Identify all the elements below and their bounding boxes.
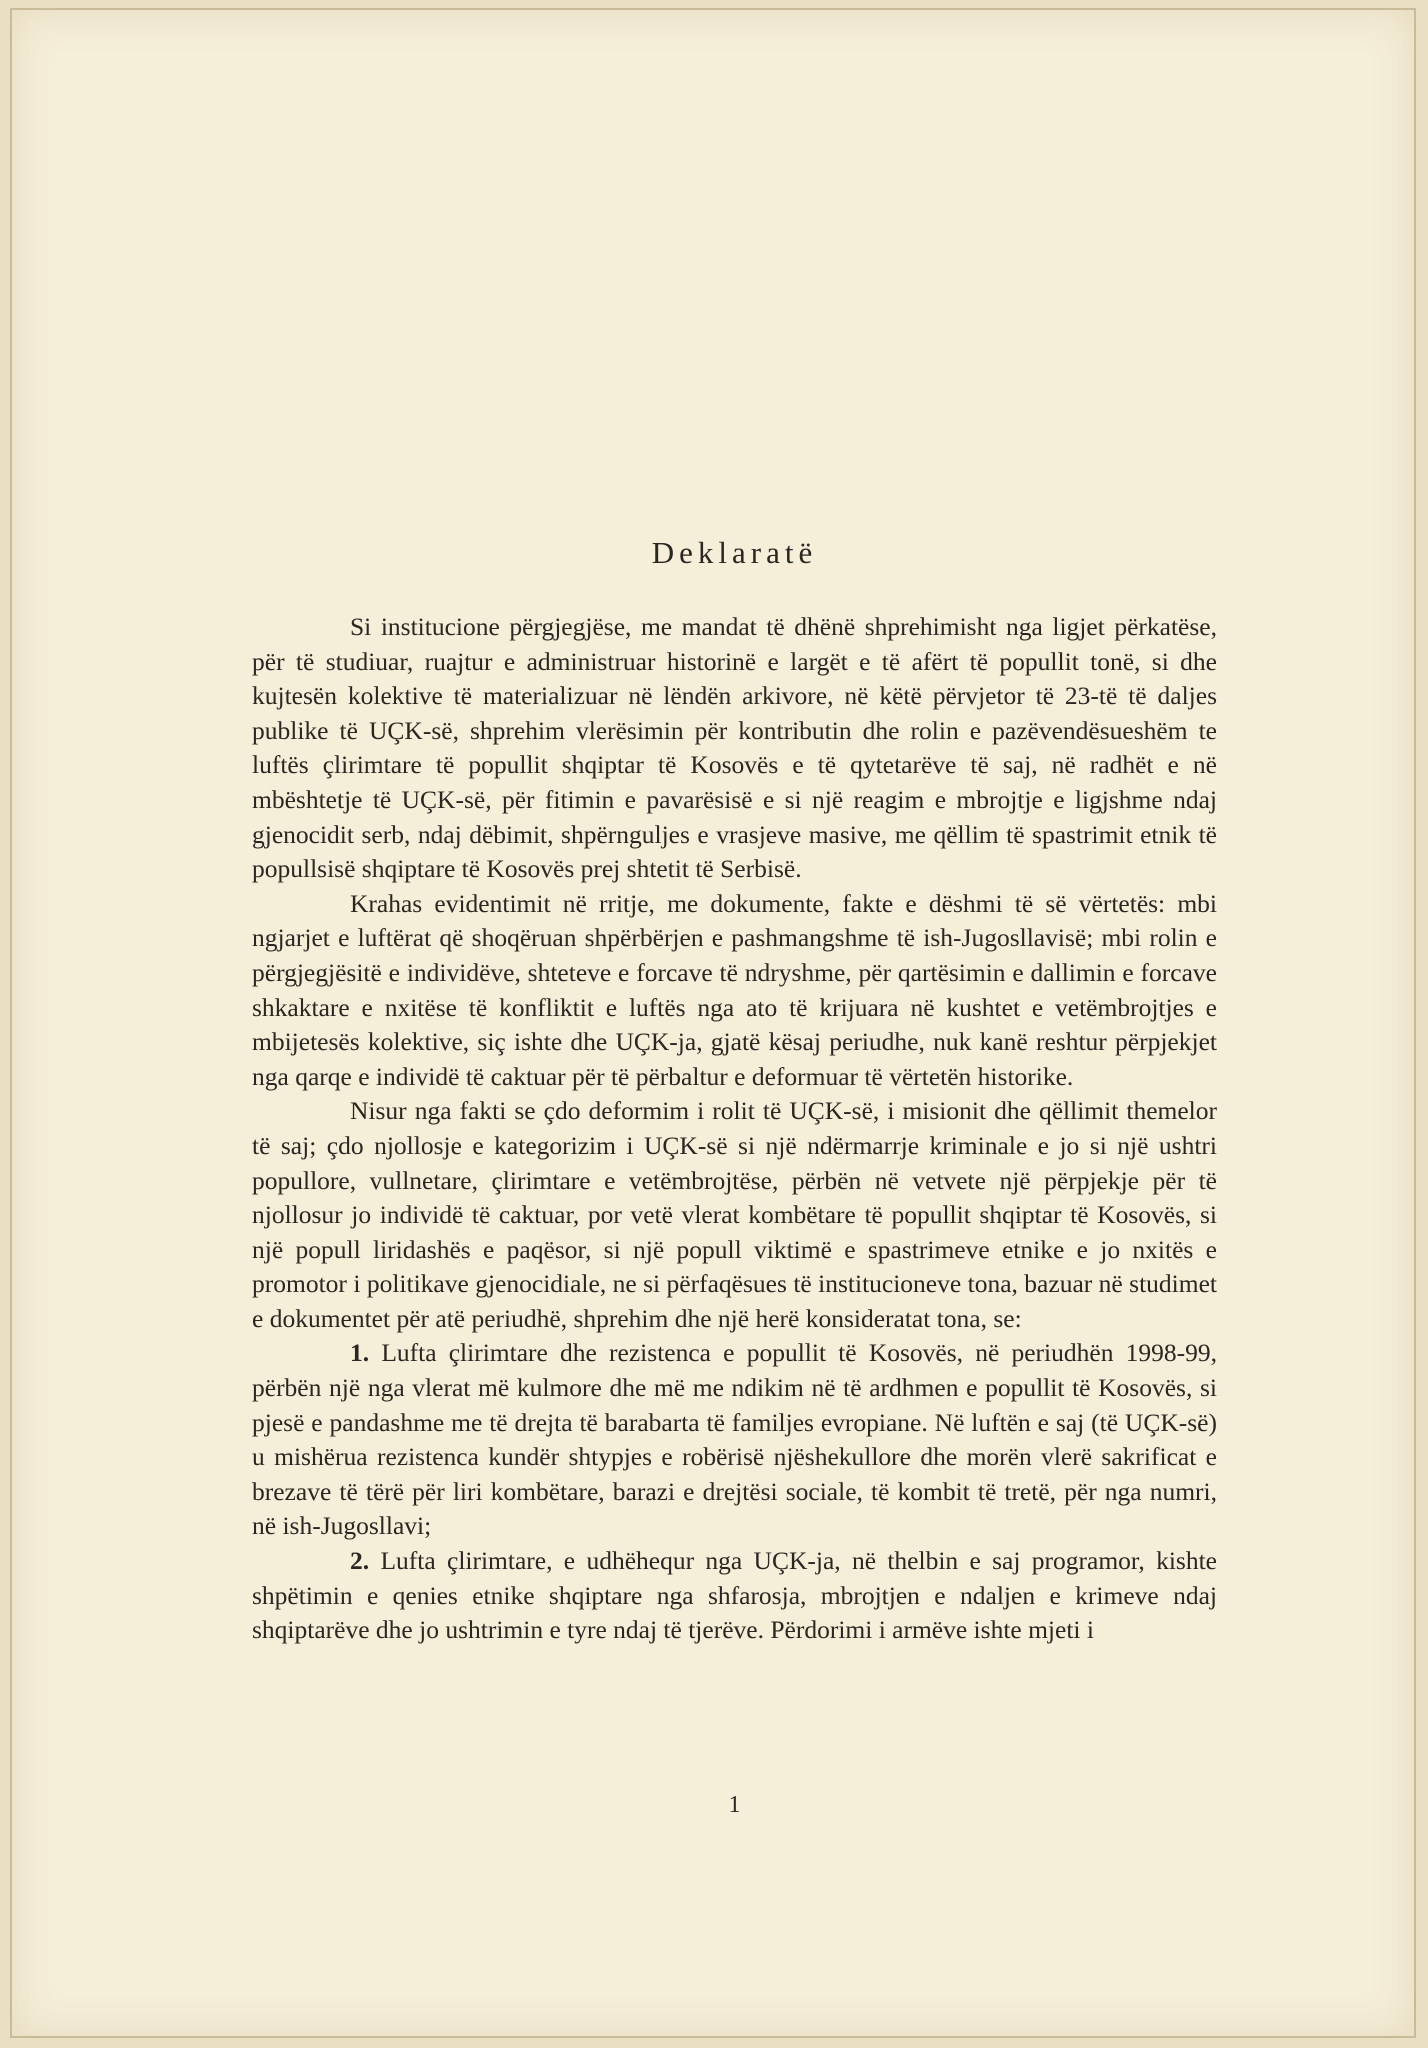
paragraph: Krahas evidentimit në rritje, me dokumente, fakte e dëshmi të së vërtetës: mbi ngjarjet e luftërat që shoqëruan shpërbërjen e pashmangshme të ish-Jugosllavisë; mbi rolin e përgjegjësitë e individëve, shteteve e forcave të ndryshme, për qartësimin e dallimin e forcave shkaktare e nxitëse të konfliktit e luftës nga ato të krijuara në kushtet e vetëmbrojtjes e mbijetesës kolektive, siç ishte dhe UÇK-ja, gjatë kësaj periudhe, nuk kanë reshtur përpjekjet nga qarqe e individë të caktuar për të përbaltur e deformuar të vërtetën historike.: [252, 888, 1217, 1091]
item-number: 1.: [350, 1338, 370, 1368]
numbered-item: [252, 1336, 1217, 1544]
numbered-item: [252, 1544, 1217, 1648]
paragraph: Nisur nga fakti se çdo deformim i rolit të UÇK-së, i misionit dhe qëllimit themelor të saj; çdo njollosje e kategorizim i UÇK-së si një ndërmarrje kriminale e jo si një ushtri popullore, vullnetare, çlirimtare e vetëmbrojtëse, përbën në vetvete një përpjekje për të njollosur jo individë të caktuar, por vetë vlerat kombëtare të popullit shqiptar të Kosovës, si një popull liridashës e paqësor, si një popull viktimë e spastrimeve etnike e jo nxitës e promotor i politikave gjenocidiale, ne si përfaqësues të institucioneve tona, bazuar në studimet e dokumentet për atë periudhë, shprehim dhe një herë konsideratat tona, se:: [252, 1096, 1217, 1333]
item-number: 2.: [350, 1546, 370, 1576]
document-body: [252, 610, 1217, 1648]
page-number: 1: [728, 1792, 741, 1818]
paragraph: Si institucione përgjegjëse, me mandat të dhënë shprehimisht nga ligjet përkatëse, për të studiuar, ruajtur e administruar historinë e largët e të afërt të popullit tonë, si dhe kujtesën kolektive të materializuar në lëndën arkivore, në këtë përvjetor të 23-të të daljes publike të UÇK-së, shprehim vlerësimin për kontributin dhe rolin e pazëvendësueshëm te luftës çlirimtare të popullit shqiptar të Kosovës e të qytetarëve të saj, në radhët e në mbështetje të UÇK-së, për fitimin e pavarësisë e si një reagim e mbrojtje e ligjshme ndaj gjenocidit serb, ndaj dëbimit, shpërnguljes e vrasjeve masive, me qëllim të spastrimit etnik të popullsisë shqiptare të Kosovës prej shtetit të Serbisë.: [252, 612, 1217, 884]
item-text: Lufta çlirimtare dhe rezistenca e popullit të Kosovës, në periudhën 1998-99, përbën një nga vlerat më kulmore dhe më me ndikim në të ardhmen e popullit të Kosovës, si pjesë e pandashme me të drejta të barabarta të familjes evropiane. Në luftën e saj (të UÇK-së) u mishërua rezistenca kundër shtypjes e robërisë njëshekullore dhe morën vlerë sakrificat e brezave të tërë për liri kombëtare, barazi e drejtësi sociale, të kombit të tretë, për nga numri, në ish-Jugosllavi;: [252, 1338, 1217, 1541]
document-title: Deklaratë: [651, 535, 818, 570]
item-text: Lufta çlirimtare, e udhëhequr nga UÇK-ja, në thelbin e saj programor, kishte shpëtimin e qenies etnike shqiptare nga shfarosja, mbrojtjen e ndaljen e krimeve ndaj shqiptarëve dhe jo ushtrimin e tyre ndaj të tjerëve. Përdorimi i armëve ishte mjeti i: [252, 1546, 1217, 1645]
document-page: [10, 8, 1416, 2038]
